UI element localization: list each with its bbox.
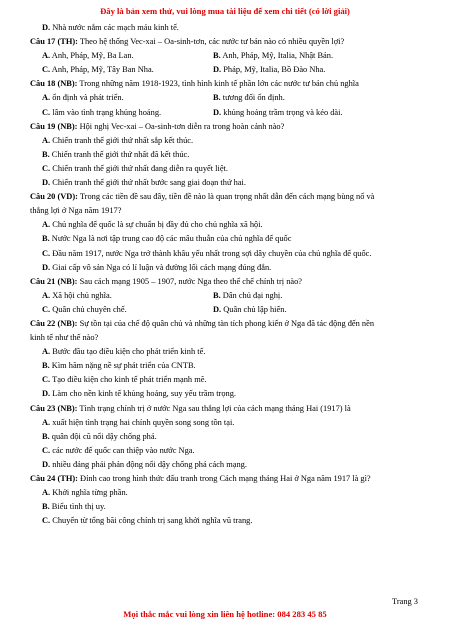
answer-option-pair [30, 49, 425, 63]
option-text: Kìm hãm nặng nề sự phát triển của CNTB. [49, 361, 196, 371]
question-number: Câu 21 (NB): [30, 276, 78, 286]
question-line [30, 275, 425, 289]
option-text: các nước đế quốc can thiệp vào nước Nga. [50, 445, 195, 455]
option-text: Chủ nghĩa đế quốc là sự chuẩn bị đầy đủ cho chủ nghĩa xã hội. [50, 220, 263, 230]
option-text: Nhà nước nắm các mạch máu kinh tế. [50, 23, 179, 32]
option-letter: A. [42, 488, 51, 498]
question-number: Câu 20 (VD): [30, 192, 78, 202]
option-letter: C. [42, 445, 51, 455]
option-text: Biểu tình thị uy. [49, 502, 106, 512]
question-text: Sự tồn tại của chế độ quân chủ và những tàn tích phong kiến ở Nga đã tác động đến nền [77, 318, 375, 328]
answer-option [30, 21, 425, 35]
answer-option [42, 303, 213, 317]
question-text: Hội nghị Vec-xai – Oa-sinh-tơn diễn ra trong hoàn cảnh nào? [77, 121, 285, 131]
option-text: Xã hội chủ nghĩa. [50, 290, 112, 300]
option-letter: A. [42, 135, 51, 145]
answer-option [30, 162, 425, 176]
answer-option [30, 247, 425, 261]
answer-option [42, 49, 213, 63]
option-letter: D. [213, 304, 222, 314]
option-letter: D. [42, 459, 51, 469]
answer-option [213, 63, 384, 77]
option-text: tương đối ổn định. [220, 93, 285, 103]
question-number: Câu 18 (NB): [30, 79, 78, 89]
answer-option [213, 106, 384, 120]
option-text: Bước đầu tạo điều kiện cho phát triển kinh tế. [50, 347, 206, 357]
option-letter: B. [213, 290, 221, 300]
option-text: Chiến tranh thế giới thứ nhất đã kết thúc. [49, 149, 190, 159]
answer-option-pair [30, 289, 425, 303]
question-line [30, 77, 425, 91]
option-text: Chuyển từ tổng bãi công chính trị sang khởi nghĩa vũ trang. [50, 516, 253, 526]
option-text: Dân chủ đại nghị. [220, 290, 283, 300]
answer-option [30, 514, 425, 528]
option-letter: D. [213, 65, 222, 75]
question-text-continued: kinh tế như thế nào? [30, 333, 99, 343]
option-letter: A. [42, 290, 51, 300]
answer-option [30, 261, 425, 275]
option-letter: A. [42, 93, 51, 103]
option-text: Chiến tranh thế giới thứ nhất đang diễn ra quyết liệt. [50, 163, 228, 173]
option-letter: A. [42, 220, 51, 230]
question-number: Câu 19 (NB): [30, 121, 78, 131]
answer-option [30, 345, 425, 359]
answer-option [42, 106, 213, 120]
answer-option [42, 63, 213, 77]
option-text: Làm cho nền kinh tế khủng hoảng, suy yếu trầm trọng. [50, 389, 236, 399]
question-line [30, 190, 425, 204]
option-letter: C. [42, 107, 51, 117]
option-text: Quân chủ chuyên chế. [50, 304, 127, 314]
option-letter: C. [42, 65, 51, 75]
option-text: khủng hoảng trầm trọng và kéo dài. [221, 107, 343, 117]
question-line [30, 317, 425, 331]
option-text: Quân chủ lập hiến. [221, 304, 287, 314]
question-text: Theo hệ thống Vec-xai – Oa-sinh-tơn, các nước tư bản nào có nhiều quyền lợi? [77, 37, 345, 47]
option-letter: D. [213, 107, 222, 117]
option-text: Nước Nga là nơi tập trung cao độ các mâu thuẫn của chủ nghĩa đế quốc [49, 234, 292, 244]
answer-option [30, 176, 425, 190]
option-text: quân đội cũ nổi dậy chống phá. [49, 431, 157, 441]
answer-option-pair [30, 106, 425, 120]
hotline-footer: Mọi thắc mắc vui lòng xin liên hệ hotline: 084 283 45 85 [123, 609, 327, 619]
question-number: Câu 22 (NB): [30, 318, 78, 328]
answer-option [30, 430, 425, 444]
question-text: Trong các tiền đề sau đây, tiền đề nào là quan trọng nhất dẫn đến cách mạng bùng nổ và [77, 192, 375, 202]
question-line [30, 402, 425, 416]
answer-option [42, 289, 213, 303]
answer-option [30, 373, 425, 387]
option-text: Anh, Pháp, Mỹ, Tây Ban Nha. [50, 65, 154, 75]
option-letter: D. [42, 178, 51, 188]
answer-option [42, 91, 213, 105]
page-number: Trang 3 [392, 597, 418, 606]
answer-option [30, 218, 425, 232]
answer-option [213, 303, 384, 317]
option-letter: C. [42, 163, 51, 173]
question-text: Tình trạng chính trị ở nước Nga sau thắng lợi của cách mạng tháng Hai (1917) là [77, 403, 351, 413]
answer-option [213, 289, 384, 303]
option-letter: D. [42, 23, 51, 32]
option-letter: B. [42, 502, 50, 512]
option-letter: C. [42, 516, 51, 526]
answer-option [213, 91, 384, 105]
question-text-continued: thắng lợi ở Nga năm 1917? [30, 206, 122, 216]
option-text: Giai cấp vô sản Nga có lí luận và đường lối cách mạng đúng đắn. [50, 262, 272, 272]
option-letter: D. [42, 389, 51, 399]
option-text: ổn định và phát triển. [50, 93, 124, 103]
option-letter: B. [42, 149, 50, 159]
option-text: xuất hiện tình trạng hai chính quyền song song tồn tại. [50, 417, 235, 427]
question-number: Câu 17 (TH): [30, 37, 78, 47]
option-letter: B. [42, 361, 50, 371]
preview-notice-banner: Đây là bản xem thử, vui lòng mua tài liệu để xem chi tiết (có lời giải) [100, 6, 350, 16]
question-line [30, 120, 425, 134]
question-text: Đỉnh cao trong hình thức đấu tranh trong Cách mạng tháng Hai ở Nga năm 1917 là gì? [77, 474, 371, 483]
option-letter: C. [42, 375, 51, 385]
option-letter: B. [213, 93, 221, 103]
answer-option [30, 486, 425, 500]
option-text: Tạo điều kiện cho kinh tế phát triển mạnh mẽ. [50, 375, 207, 385]
option-letter: C. [42, 248, 51, 258]
answer-option [30, 148, 425, 162]
option-text: Anh, Pháp, Mỹ, Italia, Nhật Bản. [220, 51, 334, 61]
answer-option [30, 232, 425, 246]
question-line [30, 35, 425, 49]
question-text: Trong những năm 1918-1923, tình hình kinh tế phần lớn các nước tư bản chủ nghĩa [77, 79, 359, 89]
option-letter: B. [42, 431, 50, 441]
answer-option [30, 359, 425, 373]
question-line [30, 472, 425, 486]
answer-option [30, 134, 425, 148]
answer-option-pair [30, 63, 425, 77]
option-text: Khởi nghĩa từng phần. [50, 488, 128, 498]
answer-option-pair [30, 303, 425, 317]
option-letter: C. [42, 304, 51, 314]
question-text: Sau cách mạng 1905 – 1907, nước Nga theo thể chế chính trị nào? [77, 276, 303, 286]
answer-option [30, 387, 425, 401]
option-letter: A. [42, 347, 51, 357]
answer-option-pair [30, 91, 425, 105]
option-text: Pháp, Mỹ, Italia, Bồ Đào Nha. [221, 65, 326, 75]
option-letter: D. [42, 262, 51, 272]
option-text: Chiến tranh thế giới thứ nhất bước sang giai đoạn thứ hai. [50, 178, 246, 188]
question-number: Câu 23 (NB): [30, 403, 78, 413]
option-text: Chiến tranh thế giới thứ nhất sắp kết thúc. [50, 135, 194, 145]
answer-option [213, 49, 384, 63]
option-letter: B. [42, 234, 50, 244]
answer-option [30, 500, 425, 514]
answer-option [30, 458, 425, 472]
option-text: Đầu năm 1917, nước Nga trở thành khâu yếu nhất trong sợi dây chuyền của chủ nghĩa đế quốc. [50, 248, 372, 258]
option-letter: B. [213, 51, 221, 61]
answer-option [30, 444, 425, 458]
document-body [30, 21, 425, 528]
option-letter: A. [42, 51, 51, 61]
option-letter: A. [42, 417, 51, 427]
option-text: Anh, Pháp, Mỹ, Ba Lan. [50, 51, 134, 61]
answer-option [30, 416, 425, 430]
question-number: Câu 24 (TH): [30, 474, 78, 483]
option-text: nhiều đảng phái phản động nổi dậy chống phá cách mạng. [50, 459, 247, 469]
option-text: lâm vào tình trạng khủng hoảng. [50, 107, 162, 117]
